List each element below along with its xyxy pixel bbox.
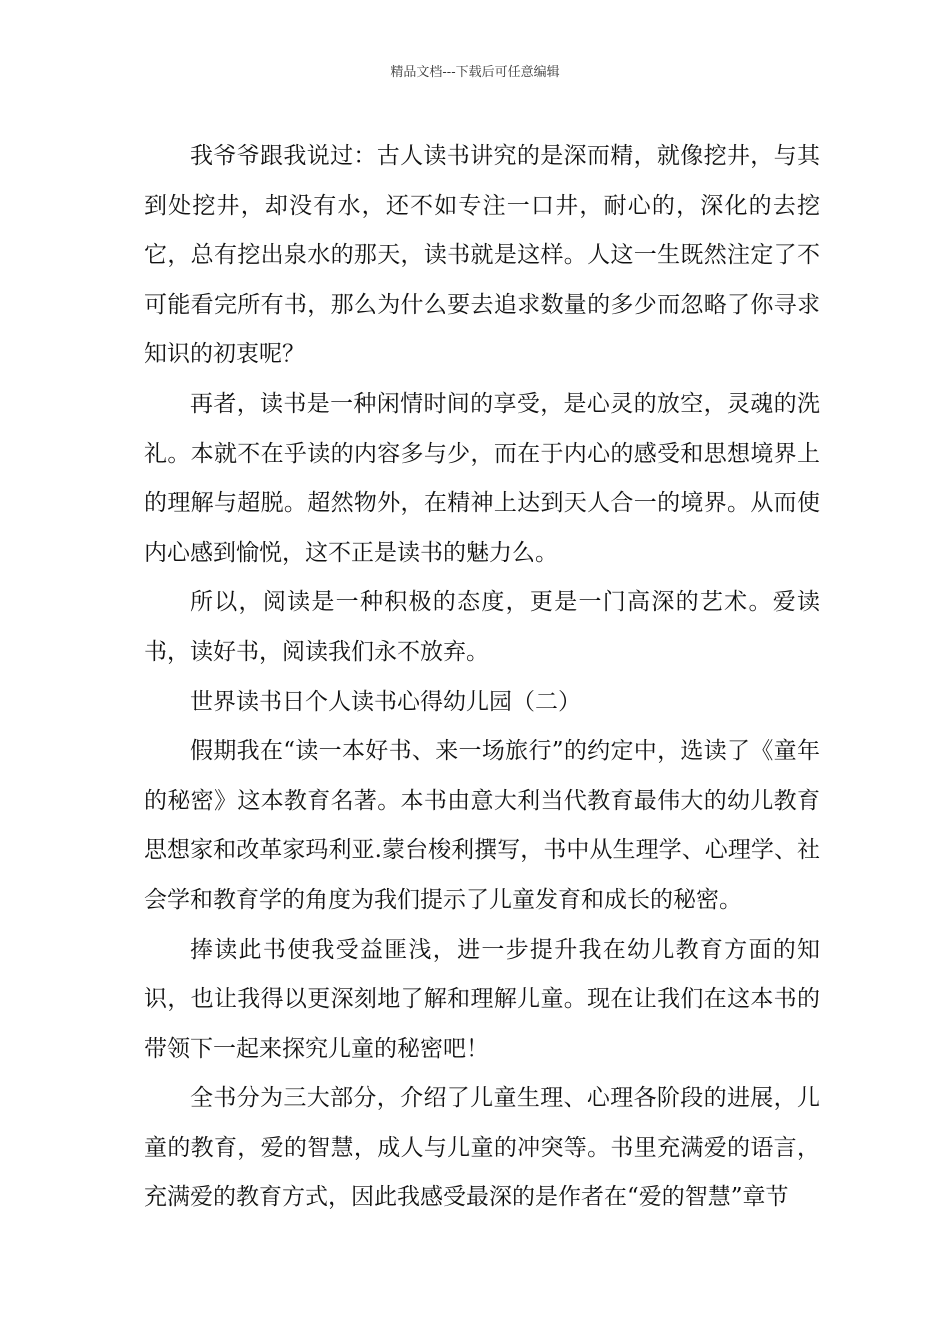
paragraph-1: 我爷爷跟我说过：古人读书讲究的是深而精，就像挖井，与其到处挖井，却没有水，还不如专注一口井，耐心的，深化的去挖它，总有挖出泉水的那天，读书就是这样。人这一生既然注定了不可能看完所有书，那么为什么要去追求数量的多少而忽略了你寻求知识的初衷呢？ (144, 143, 820, 368)
document-body (144, 132, 820, 1223)
section-title: 世界读书日个人读书心得幼儿园（二） (190, 688, 581, 715)
paragraph-6: 全书分为三大部分，介绍了儿童生理、心理各阶段的进展，儿童的教育，爱的智慧，成人与儿童的冲突等。书里充满爱的语言，充满爱的教育方式，因此我感受最深的是作者在“爱的智慧”章节 (144, 1085, 820, 1211)
paragraph-5: 捧读此书使我受益匪浅，进一步提升我在幼儿教育方面的知识，也让我得以更深刻地了解和理解儿童。现在让我们在这本书的带领下一起来探究儿童的秘密吧！ (144, 936, 820, 1062)
paragraph-3: 所以，阅读是一种积极的态度，更是一门高深的艺术。爱读书，读好书，阅读我们永不放弃。 (144, 589, 820, 665)
page-header: 精品文档---下载后可任意编辑 (390, 65, 560, 80)
paragraph-4: 假期我在“读一本好书、来一场旅行”的约定中，选读了《童年的秘密》这本教育名著。本书由意大利当代教育最伟大的幼儿教育思想家和改革家玛利亚.蒙台梭利撰写，书中从生理学、心理学、社会学和教育学的角度为我们提示了儿童发育和成长的秘密。 (144, 738, 820, 913)
paragraph-2: 再者，读书是一种闲情时间的享受，是心灵的放空，灵魂的洗礼。本就不在乎读的内容多与少，而在于内心的感受和思想境界上的理解与超脱。超然物外，在精神上达到天人合一的境界。从而使内心感到愉悦，这不正是读书的魅力么。 (144, 390, 820, 566)
